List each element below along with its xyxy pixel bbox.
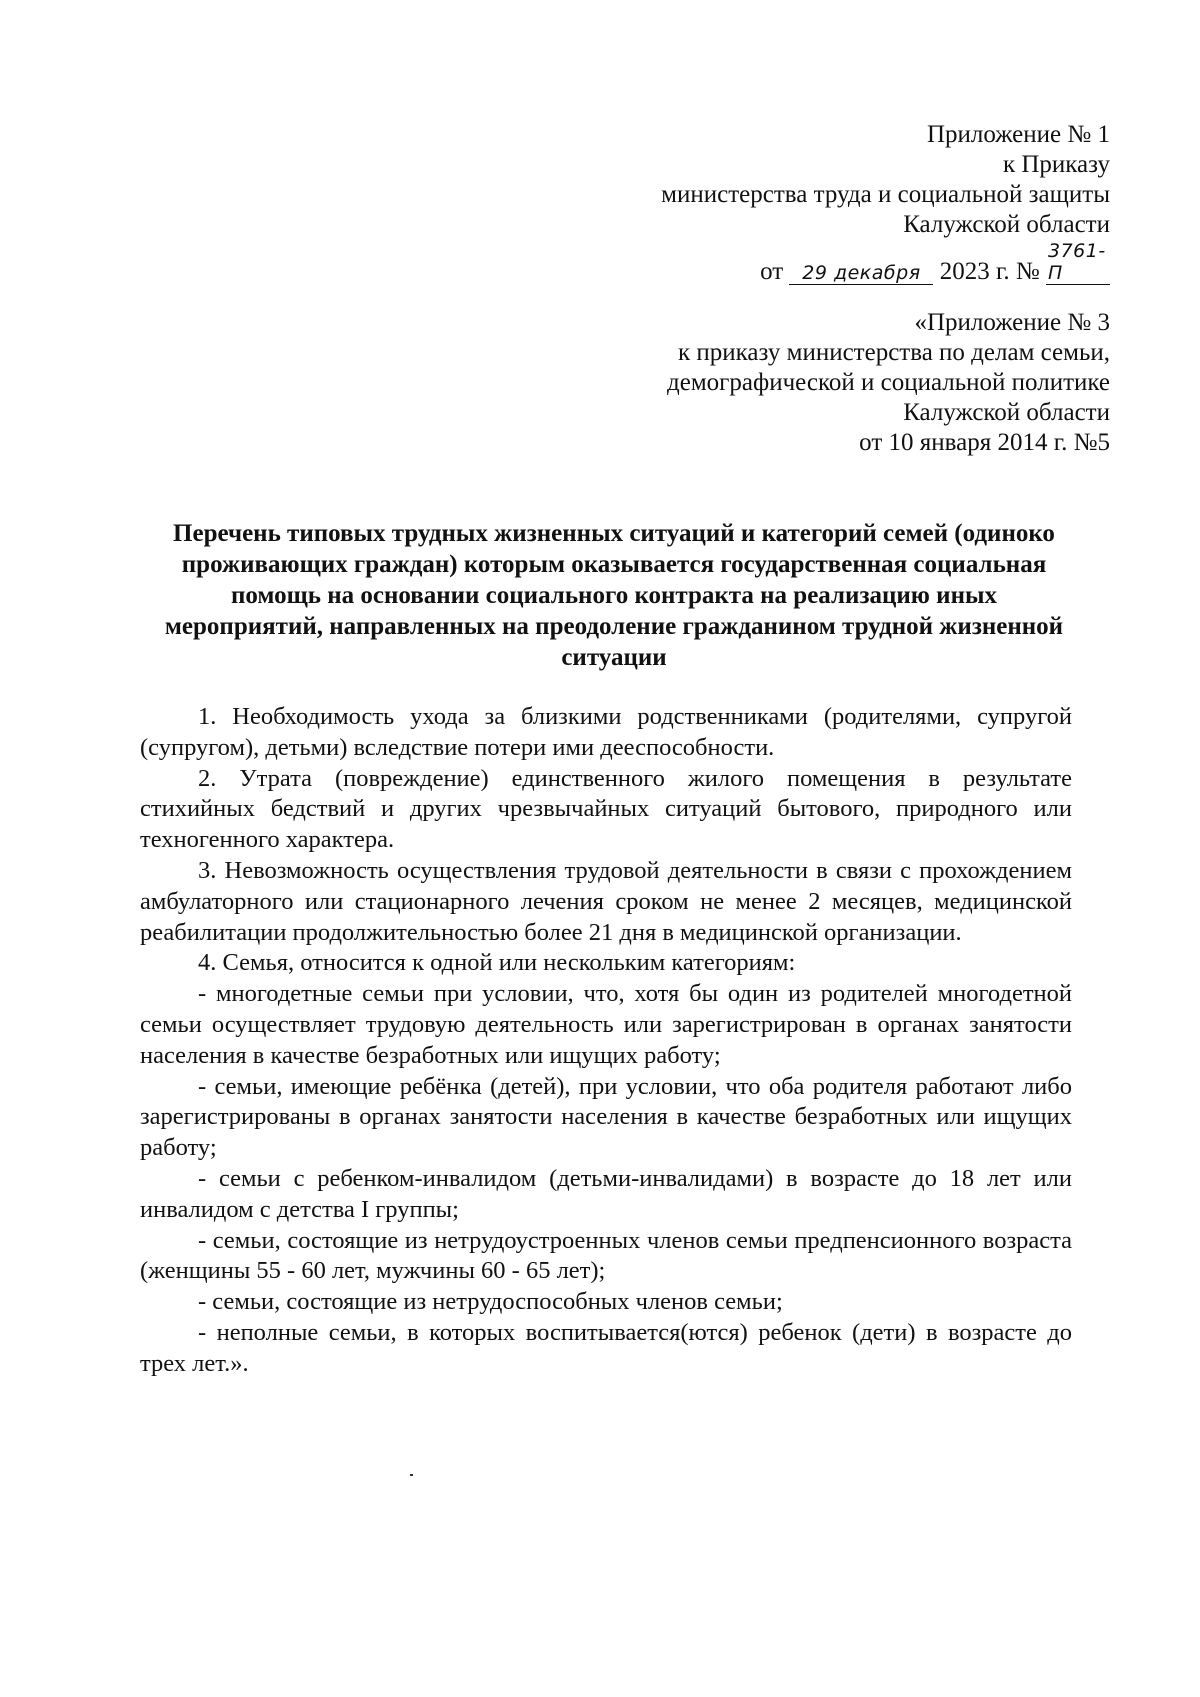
list-item: 3. Невозможность осуществления трудовой деятельности в связи с прохождением амбулаторного или стационарного лечения сроком не менее 2 месяцев, медицинской реабилитации продолжительностью более 21 дня в медицинской организации.	[140, 856, 1072, 946]
appendix-to-order: к Приказу	[1002, 151, 1110, 178]
handwritten-date: 29 декабря	[789, 262, 933, 285]
date-suffix: 2023 г. №	[939, 258, 1040, 285]
category-item: - многодетные семьи при условии, что, хотя бы один из родителей многодетной семьи осуществляет трудовую деятельность или зарегистрирован в органах занятости населения в качестве безработных или ищущих работу;	[140, 980, 1072, 1069]
handwritten-order-number: 3761-П	[1046, 240, 1110, 285]
scan-speck	[410, 1474, 413, 1476]
region-name: Калужской области	[903, 211, 1110, 238]
date-prefix: от	[760, 258, 784, 285]
list-item: 1. Необходимость ухода за близкими родственниками (родителями, супругой (супругом), детьми) вследствие потери ими дееспособности.	[140, 703, 1072, 761]
category-item: - семьи, состоящие из нетрудоспособных членов семьи;	[198, 1288, 783, 1316]
original-appendix-header	[667, 308, 1110, 458]
category-item: - семьи с ребенком-инвалидом (детьми-инвалидами) в возрасте до 18 лет или инвалидом с детства I группы;	[140, 1164, 1072, 1223]
category-item: - семьи, имеющие ребёнка (детей), при условии, что оба родителя работают либо зарегистрированы в органах занятости населения в качестве безработных или ищущих работу;	[140, 1072, 1072, 1162]
original-ministry-name: демографической и социальной политике	[667, 369, 1110, 396]
list-item: 2. Утрата (повреждение) единственного жилого помещения в результате стихийных бедствий и других чрезвычайных ситуаций бытового, природного или техногенного характера.	[140, 764, 1072, 854]
ministry-name: министерства труда и социальной защиты	[661, 181, 1110, 208]
original-appendix-number: «Приложение № 3	[914, 309, 1110, 336]
order-date-line	[661, 240, 1110, 287]
appendix-header	[661, 120, 1110, 287]
original-region-name: Калужской области	[903, 399, 1110, 426]
category-item: - семьи, состоящие из нетрудоустроенных членов семьи предпенсионного возраста (женщины 55 - 60 лет, мужчины 60 - 65 лет);	[140, 1226, 1072, 1285]
list-item: 4. Семья, относится к одной или нескольким категориям:	[198, 949, 796, 977]
appendix-number: Приложение № 1	[926, 121, 1110, 148]
category-item: - неполные семьи, в которых воспитывается(ются) ребенок (дети) в возрасте до трех лет.».	[140, 1318, 1072, 1377]
document-body	[140, 702, 1072, 1380]
original-order-ref: к приказу министерства по делам семьи,	[678, 339, 1110, 366]
original-order-date: от 10 января 2014 г. №5	[859, 429, 1110, 456]
document-title: Перечень типовых трудных жизненных ситуаций и категорий семей (одиноко проживающих граждан) которым оказывается государственная социальная помощь на основании социального контракта на реализацию иных мероприятий, направленных на преодоление гражданином трудной жизненной ситуации	[164, 520, 1064, 671]
